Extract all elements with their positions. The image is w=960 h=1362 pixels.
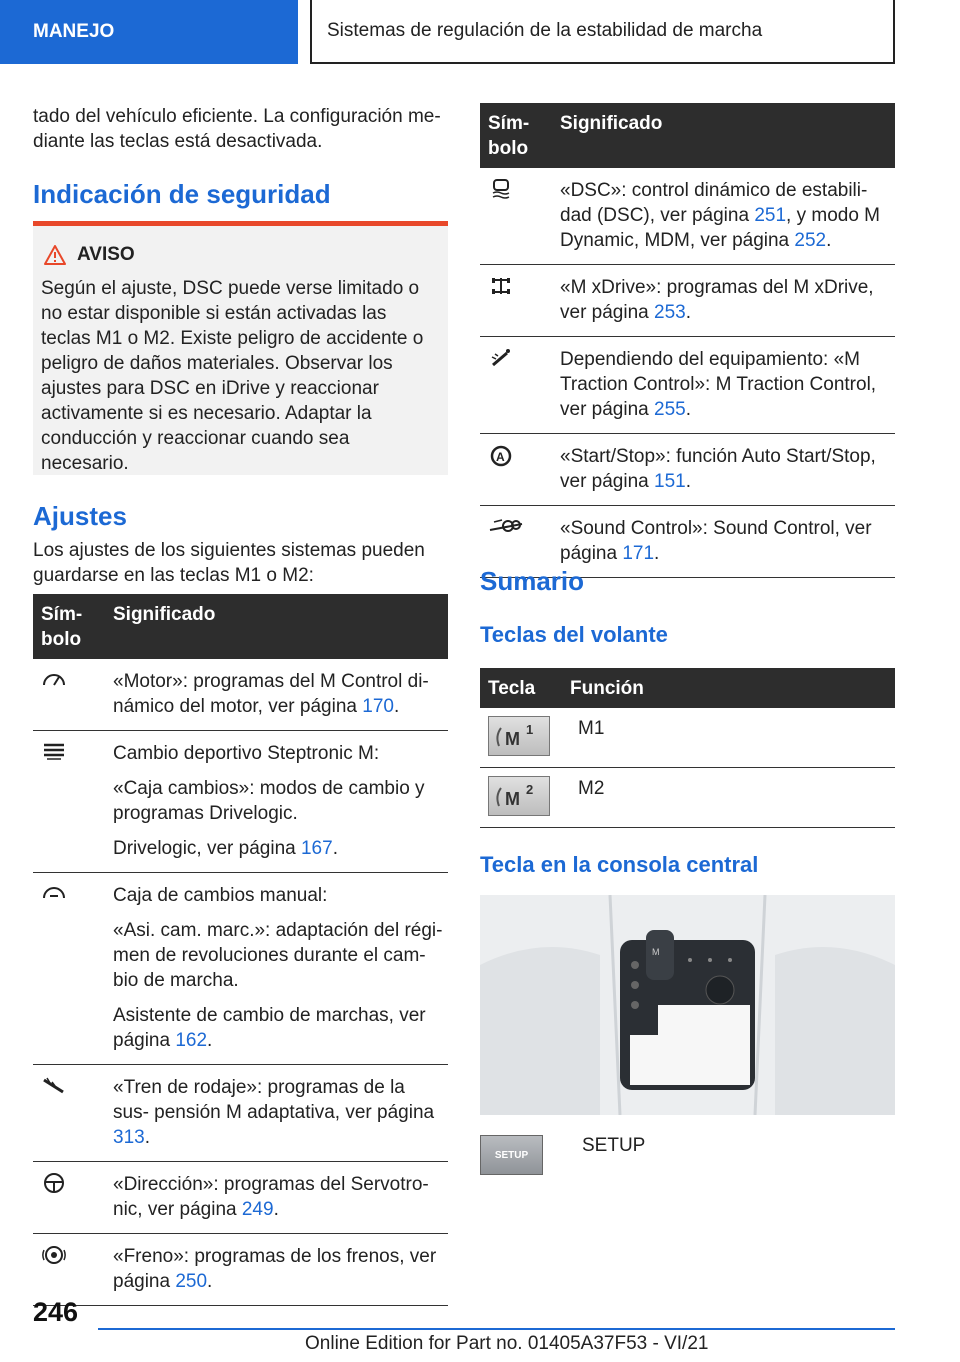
- meaning-cell: [113, 1172, 443, 1222]
- settings-intro-block: [33, 538, 448, 588]
- meaning-text: «Tren de rodaje»: programas de la sus- pensión M adaptativa, ver página: [113, 1077, 435, 1123]
- column-header-key: Tecla: [488, 678, 536, 699]
- center-console-image: [480, 895, 895, 1115]
- table-row: [33, 873, 448, 1065]
- meaning-paragraph: [113, 1003, 443, 1053]
- page-link[interactable]: 162: [175, 1030, 208, 1051]
- meaning-text: .: [273, 1199, 279, 1220]
- meaning-cell: [560, 444, 890, 494]
- svg-text:1: 1: [526, 722, 534, 737]
- brake-icon: [41, 1244, 67, 1271]
- meaning-paragraph: [113, 1075, 443, 1150]
- meaning-text: «Asi. cam. marc.»: adaptación del régi- men de revoluciones durante el cam- bio de marcha.: [113, 920, 443, 991]
- symbol-cell: [41, 669, 113, 719]
- symbol-cell: [488, 444, 560, 494]
- page-link[interactable]: 313: [113, 1127, 145, 1148]
- meaning-paragraph: [113, 1244, 443, 1294]
- meaning-cell: [113, 741, 443, 861]
- start-stop-icon: [488, 444, 514, 473]
- function-cell: M1: [578, 718, 605, 739]
- table-row: [480, 168, 895, 265]
- column-header-meaning: Significado: [113, 604, 216, 625]
- meaning-text: «Start/Stop»: función Auto Start/Stop, ver página: [560, 446, 876, 492]
- key-cell: [480, 716, 578, 767]
- meaning-paragraph: [113, 918, 443, 993]
- steering-wheel-icon: [41, 1172, 67, 1199]
- column-header-function: Función: [570, 678, 644, 699]
- xdrive-icon: [488, 275, 514, 302]
- m2-key-icon: [488, 776, 550, 816]
- meaning-text: .: [685, 399, 691, 420]
- column-header-symbol: Sím- bolo: [41, 604, 83, 650]
- symbol-cell: [41, 1244, 113, 1294]
- meaning-paragraph: [560, 444, 890, 494]
- dsc-icon: [488, 178, 514, 205]
- symbol-cell: [41, 1172, 113, 1222]
- column-header-meaning: Significado: [560, 113, 663, 134]
- section-header: [310, 0, 895, 64]
- column-header-symbol: Sím- bolo: [488, 113, 530, 159]
- console-heading: Tecla en la consola central: [480, 852, 759, 877]
- setup-text: SETUP: [582, 1135, 646, 1156]
- table-row: [480, 708, 895, 768]
- svg-text:M: M: [505, 729, 520, 749]
- symbol-cell: [41, 741, 113, 861]
- footer-divider: [98, 1328, 895, 1330]
- meaning-cell: [560, 516, 890, 566]
- page-link[interactable]: 171: [622, 543, 655, 564]
- meaning-text: Drivelogic, ver página: [113, 838, 301, 859]
- table-row: [33, 1234, 448, 1306]
- symbol-cell: [488, 178, 560, 253]
- setup-key-icon: [480, 1135, 543, 1175]
- meaning-text: «Dirección»: programas del Servotro- nic, ver página: [113, 1174, 429, 1220]
- traction-icon: [488, 347, 514, 374]
- meaning-text: .: [685, 471, 691, 492]
- svg-text:M: M: [652, 947, 660, 957]
- page-link[interactable]: 170: [362, 696, 394, 717]
- chapter-label: MANEJO: [33, 21, 115, 42]
- page-link[interactable]: 249: [241, 1199, 274, 1220]
- meaning-cell: [113, 883, 443, 1053]
- meaning-paragraph: [113, 776, 443, 826]
- meaning-text: «M xDrive»: programas del M xDrive, ver página: [560, 277, 874, 323]
- meaning-paragraph: [560, 347, 890, 422]
- svg-text:M: M: [505, 789, 520, 809]
- meaning-paragraph: [560, 178, 890, 253]
- svg-text:2: 2: [526, 782, 534, 797]
- meaning-text: .: [654, 543, 660, 564]
- sound-control-icon: [488, 516, 524, 541]
- page-link[interactable]: 255: [654, 399, 686, 420]
- table-row: [480, 434, 895, 506]
- warning-box: [33, 221, 448, 475]
- page-number: 246: [33, 1297, 79, 1327]
- intro-block: [33, 104, 448, 154]
- chapter-tab: [0, 0, 298, 64]
- manual-gearbox-icon: [41, 883, 67, 908]
- safety-heading: Indicación de seguridad: [33, 179, 331, 209]
- meaning-cell: [113, 1075, 443, 1150]
- meaning-paragraph: [113, 741, 443, 766]
- table-row: [480, 337, 895, 434]
- settings-table: [33, 594, 448, 1306]
- table-row: [33, 1162, 448, 1234]
- table-row: [480, 265, 895, 337]
- page-link[interactable]: 167: [300, 838, 333, 859]
- section-title: Sistemas de regulación de la estabilidad de marcha: [327, 20, 763, 41]
- m1-key-icon: [488, 716, 550, 756]
- suspension-icon: [41, 1075, 67, 1100]
- intro-text: tado del vehículo eficiente. La configuración me- diante las teclas está desactivada.: [33, 106, 441, 152]
- symbol-cell: [41, 1075, 113, 1150]
- edition-text: Online Edition for Part no. 01405A37F53 - VI/21: [305, 1333, 709, 1354]
- warning-text: Según el ajuste, DSC puede verse limitado o no estar disponible si están activadas las teclas M1 o M2. Existe peligro de accidente o peligro de daños materiales. Observar los ajustes para DSC en iDrive y reaccionar activamente si es necesario. Adaptar la conducción y reaccionar cuando sea necesario.: [41, 278, 424, 474]
- table-row: [33, 1065, 448, 1162]
- symbol-cell: [488, 516, 560, 566]
- table-row: [33, 731, 448, 873]
- function-cell: M2: [578, 778, 605, 799]
- page-link[interactable]: 250: [175, 1271, 208, 1292]
- meaning-text: «Freno»: programas de los frenos, ver página: [113, 1246, 437, 1292]
- meaning-text: .: [826, 230, 832, 251]
- meaning-cell: [560, 347, 890, 422]
- meaning-paragraph: [113, 836, 443, 861]
- page-link[interactable]: 151: [654, 471, 686, 492]
- meaning-cell: [113, 1244, 443, 1294]
- warning-title: AVISO: [77, 244, 135, 265]
- meaning-paragraph: [560, 516, 890, 566]
- warning-icon: [43, 244, 67, 266]
- key-cell: [480, 776, 578, 827]
- meaning-text: .: [393, 696, 400, 717]
- symbol-cell: [488, 275, 560, 325]
- meaning-paragraph: [113, 883, 443, 908]
- settings-heading: Ajustes: [33, 501, 127, 531]
- keys-table-header: [480, 668, 895, 708]
- meaning-paragraph: [113, 669, 443, 719]
- svg-text:A: A: [496, 450, 505, 464]
- table-row: [480, 768, 895, 828]
- meaning-text: .: [685, 302, 691, 323]
- meaning-paragraph: [113, 1172, 443, 1222]
- symbol-cell: [41, 883, 113, 1053]
- meaning-text: .: [144, 1127, 150, 1148]
- meaning-paragraph: [560, 275, 890, 325]
- meaning-text: «DSC»: control dinámico de estabili- dad (DSC), ver página: [560, 180, 868, 226]
- meaning-cell: [113, 669, 443, 719]
- meaning-cell: [560, 275, 890, 325]
- settings-text: Los ajustes de los siguientes sistemas pueden guardarse en las teclas M1 o M2:: [33, 540, 425, 586]
- meaning-text: Dependiendo del equipamiento: «M Traction Control»: M Traction Control, ver página: [560, 349, 877, 420]
- meaning-text: .: [332, 838, 338, 859]
- meaning-text: .: [207, 1271, 213, 1292]
- page-link[interactable]: 251: [754, 205, 787, 226]
- right-settings-table: [480, 103, 895, 578]
- page-link[interactable]: 252: [794, 230, 827, 251]
- engine-icon: [41, 669, 67, 694]
- steering-keys-heading: Teclas del volante: [480, 622, 668, 647]
- page-link[interactable]: 253: [654, 302, 686, 323]
- summary-heading: Sumario: [480, 566, 585, 596]
- meaning-text: .: [207, 1030, 213, 1051]
- table-header: [33, 594, 448, 659]
- meaning-text: Caja de cambios manual:: [113, 885, 328, 906]
- meaning-text: «Sound Control»: Sound Control, ver página: [560, 518, 872, 564]
- meaning-text: «Caja cambios»: modos de cambio y programas Drivelogic.: [113, 778, 425, 824]
- warning-title-row: [43, 244, 440, 266]
- meaning-text: Cambio deportivo Steptronic M:: [113, 743, 380, 764]
- meaning-text: , y modo M Dynamic, MDM, ver página: [560, 205, 881, 251]
- table-row: [33, 659, 448, 731]
- transmission-icon: [41, 741, 67, 766]
- keys-table: [480, 668, 895, 828]
- setup-key-label: SETUP: [494, 1149, 529, 1161]
- meaning-text: Asistente de cambio de marchas, ver página: [113, 1005, 426, 1051]
- table-header: [480, 103, 895, 168]
- symbol-cell: [488, 347, 560, 422]
- meaning-cell: [560, 178, 890, 253]
- meaning-text: «Motor»: programas del M Control di- námico del motor, ver página: [113, 671, 429, 717]
